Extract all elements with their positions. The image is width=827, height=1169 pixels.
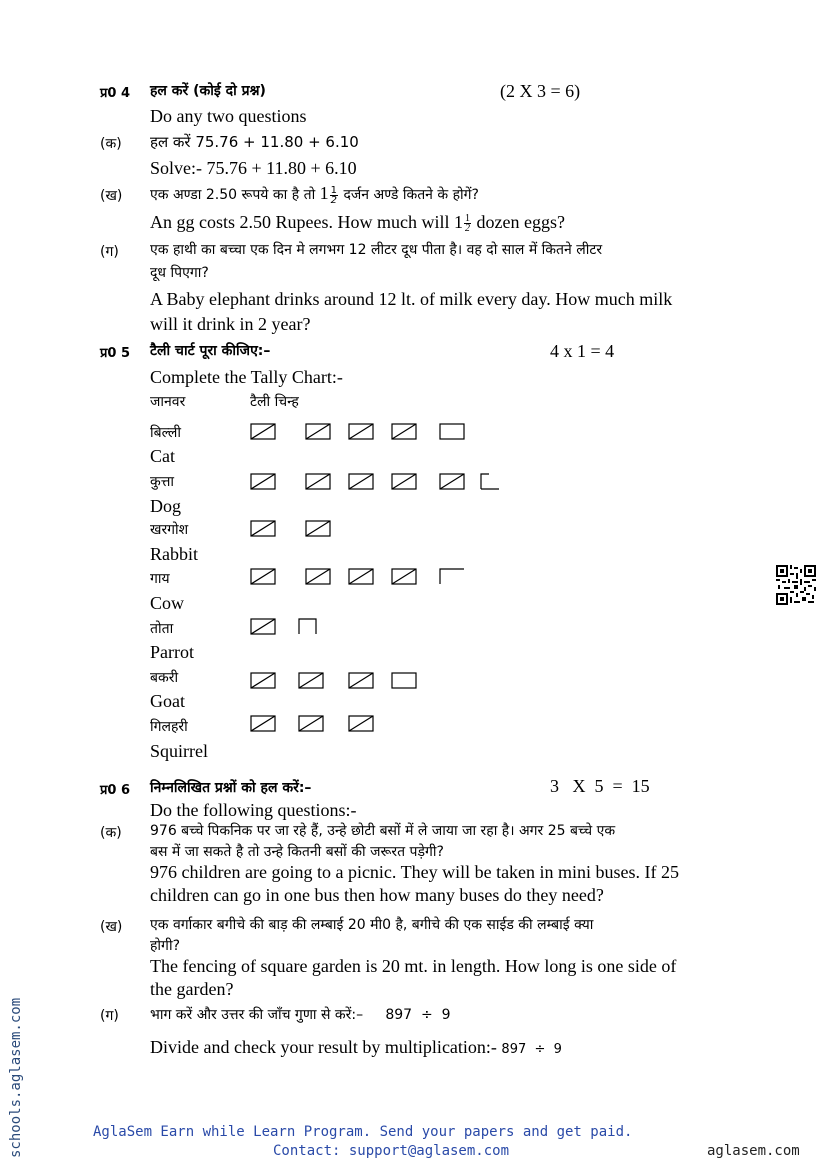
- tally-col-tally: टैली चिन्ह: [250, 394, 299, 410]
- q6-title-english: Do the following questions:-: [150, 800, 357, 820]
- q4c-english-line1: A Baby elephant drinks around 12 lt. of milk every day. How much milk: [150, 289, 673, 309]
- q6-marks: 3 X 5 = 15: [550, 776, 650, 796]
- tally-row-english: Goat: [150, 691, 185, 711]
- tally-row-hindi: कुत्ता: [150, 474, 175, 490]
- tally-row-english: Parrot: [150, 642, 194, 662]
- tally-row-hindi: खरगोश: [150, 522, 189, 538]
- tally-mark-five: [306, 521, 330, 536]
- tally-row-english: Dog: [150, 496, 181, 516]
- tally-row-english: Cow: [150, 593, 185, 613]
- tally-row-english: Squirrel: [150, 741, 208, 761]
- q4-number: प्र0 4: [100, 86, 131, 101]
- tally-mark-five: [392, 569, 416, 584]
- q4c-label: (ग): [100, 244, 119, 260]
- side-watermark: schools.aglasem.com: [8, 997, 24, 1158]
- tally-mark-five: [349, 474, 373, 489]
- tally-row-hindi: तोता: [150, 621, 174, 637]
- footer-site-link[interactable]: aglasem.com: [707, 1143, 800, 1159]
- q6c-label: (ग): [100, 1008, 119, 1024]
- tally-mark-five: [349, 424, 373, 439]
- tally-row-hindi: बिल्ली: [150, 425, 182, 441]
- q6c-hindi: भाग करें और उत्तर की जाँच गुणा से करें:– 897 ÷ 9: [150, 1007, 451, 1023]
- tally-mark-five: [299, 716, 323, 731]
- q5-title-english: Complete the Tally Chart:-: [150, 367, 343, 387]
- tally-mark-five: [392, 474, 416, 489]
- tally-mark-partial: [481, 474, 499, 489]
- q4-title-english: Do any two questions: [150, 106, 307, 126]
- tally-mark-partial: [440, 569, 464, 584]
- tally-mark-five: [349, 716, 373, 731]
- q4b-label: (ख): [100, 188, 123, 204]
- q4a-hindi-text: हल करें 75.76 + 11.80 + 6.10: [150, 133, 359, 151]
- tally-mark-five: [299, 673, 323, 688]
- tally-mark-five: [251, 521, 275, 536]
- q4b-english-post: dozen eggs?: [476, 212, 565, 232]
- tally-mark-four: [440, 424, 464, 439]
- q4b-hindi-den: 2: [330, 194, 338, 206]
- tally-mark-five: [251, 673, 275, 688]
- q4b-hindi-whole: 1: [319, 183, 329, 203]
- tally-mark-five: [251, 569, 275, 584]
- tally-mark-five: [251, 619, 275, 634]
- q4b-english-num: 1: [464, 213, 470, 225]
- q4-marks: (2 X 3 = 6): [500, 81, 581, 101]
- tally-mark-five: [251, 716, 275, 731]
- tally-mark-five: [251, 474, 275, 489]
- tally-mark-partial: [299, 619, 316, 634]
- q6a-english-line2: children can go in one bus then how many buses do they need?: [150, 885, 604, 905]
- q5-marks: 4 x 1 = 4: [550, 341, 615, 361]
- q5-number: प्र0 5: [100, 346, 131, 361]
- q6a-label: (क): [100, 825, 122, 841]
- q4a-english: Solve:- 75.76 + 11.80 + 6.10: [150, 158, 357, 178]
- tally-row-english: Cat: [150, 446, 175, 466]
- tally-mark-four: [392, 673, 416, 688]
- q4b-hindi-num: 1: [330, 184, 338, 196]
- q6b-hindi-line1: एक वर्गाकार बगीचे की बाड़ की लम्बाई 20 मी0 है, बगीचे की एक साईड की लम्बाई क्या: [150, 917, 594, 933]
- q6-title-hindi: निम्नलिखित प्रश्नों को हल करें:–: [150, 780, 312, 796]
- q4b-english-whole: 1: [453, 212, 463, 232]
- q4b-english-pre: An gg costs 2.50 Rupees. How much will: [150, 212, 450, 232]
- tally-mark-five: [251, 424, 275, 439]
- footer-contact[interactable]: Contact: support@aglasem.com: [273, 1143, 510, 1159]
- tally-row-hindi: गिलहरी: [150, 719, 188, 735]
- q6c-english-text: Divide and check your result by multiplication:-: [150, 1037, 497, 1057]
- tally-mark-five: [440, 474, 464, 489]
- tally-row-hindi: बकरी: [150, 670, 179, 686]
- q4b-hindi-post: दर्जन अण्डे कितने के होगें?: [343, 187, 479, 203]
- q5-title-hindi: टैली चार्ट पूरा कीजिए:–: [150, 343, 271, 359]
- tally-row-hindi: गाय: [150, 571, 170, 587]
- footer-promo: AglaSem Earn while Learn Program. Send your papers and get paid.: [93, 1124, 633, 1140]
- q6c-english-expression: 897 ÷ 9: [501, 1042, 562, 1057]
- tally-mark-five: [349, 673, 373, 688]
- q4c-hindi-line1: एक हाथी का बच्चा एक दिन मे लगभग 12 लीटर दूध पीता है। वह दो साल में कितने लीटर: [150, 242, 603, 258]
- q4-title-hindi: हल करें (कोई दो प्रश्न): [150, 83, 266, 99]
- q6c-english: [150, 1037, 562, 1058]
- q6b-english-line2: the garden?: [150, 979, 234, 999]
- q4a-label: (क): [100, 136, 122, 152]
- q6a-hindi-line1: 976 बच्चे पिकनिक पर जा रहे हैं, उन्हे छोटी बसों में ले जाया जा रहा है। अगर 25 बच्चे एक: [150, 823, 616, 839]
- q6a-hindi-line2: बस में जा सकते है तो उन्हे कितनी बसों की जरूरत पड़ेगी?: [150, 844, 444, 860]
- tally-mark-five: [349, 569, 373, 584]
- tally-col-animal: जानवर: [150, 394, 186, 410]
- q4c-hindi-line2: दूध पिएगा?: [150, 265, 209, 281]
- q6b-english-line1: The fencing of square garden is 20 mt. in length. How long is one side of: [150, 956, 677, 976]
- q6a-english-line1: 976 children are going to a picnic. They will be taken in mini buses. If 25: [150, 862, 680, 882]
- q4c-english-line2: will it drink in 2 year?: [150, 314, 311, 334]
- tally-mark-five: [392, 424, 416, 439]
- q4b-hindi-pre: एक अण्डा 2.50 रूपये का है तो: [150, 187, 316, 203]
- q6b-hindi-line2: होगी?: [150, 938, 180, 954]
- q4b-english-den: 2: [464, 223, 470, 235]
- qr-code-icon: [776, 565, 816, 605]
- tally-mark-five: [306, 424, 330, 439]
- q6-number: प्र0 6: [100, 783, 131, 798]
- tally-mark-five: [306, 474, 330, 489]
- tally-mark-five: [306, 569, 330, 584]
- tally-row-english: Rabbit: [150, 544, 198, 564]
- q6b-label: (ख): [100, 919, 123, 935]
